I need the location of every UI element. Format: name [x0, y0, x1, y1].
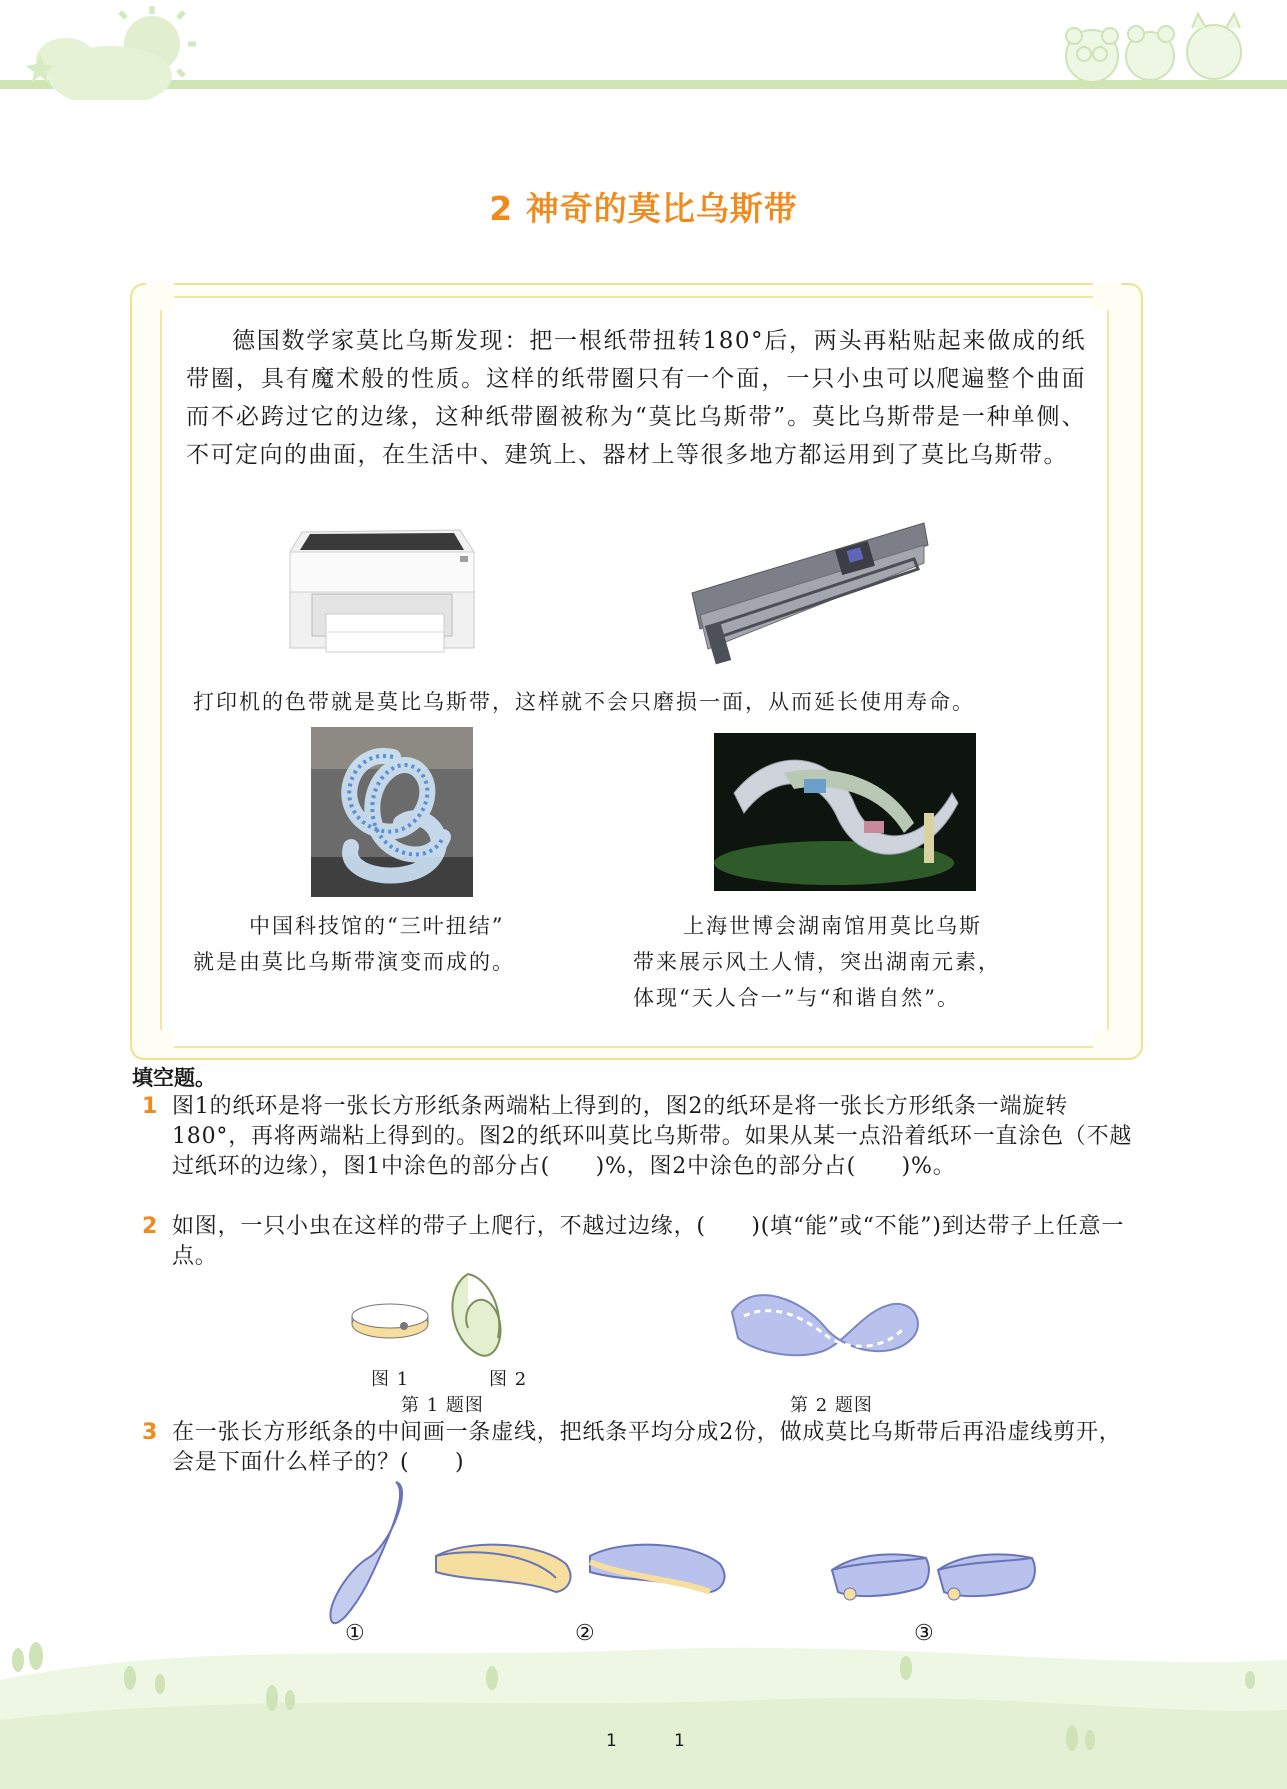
mobius-ant-figure [724, 1282, 924, 1380]
exercise-heading: 填空题。 [132, 1066, 216, 1090]
expo-caption-line3: 体现“天人合一”与“和谐自然”。 [633, 986, 960, 1010]
question-number: 2 [142, 1214, 159, 1239]
q1-figure-caption: 第 1 题图 [401, 1395, 484, 1416]
printer-photo [284, 522, 480, 668]
question-number: 3 [142, 1420, 159, 1445]
header-decoration [0, 0, 1287, 100]
frame-corner [146, 1030, 174, 1058]
knot-caption-line2: 就是由莫比乌斯带演变而成的。 [193, 950, 515, 974]
paper-ring-figure [352, 1304, 428, 1338]
question-text: 如图，一只小虫在这样的带子上爬行，不越过边缘，( )(填“能”或“不能”)到达带子上任意一点。 [172, 1214, 1125, 1269]
frame-corner [1093, 282, 1121, 310]
question-3 [142, 1418, 1142, 1478]
knot-caption [193, 908, 573, 980]
q2-figure-caption: 第 2 题图 [790, 1395, 873, 1416]
frame-corner [1093, 1030, 1121, 1058]
page-number-right: 1 [674, 1731, 685, 1751]
footer-landscape [0, 1620, 1287, 1789]
ribbon-cartridge-photo [688, 519, 934, 669]
page-number-left: 1 [606, 1731, 617, 1751]
printer-caption: 打印机的色带就是莫比乌斯带，这样就不会只磨损一面，从而延长使用寿命。 [193, 690, 975, 714]
intro-paragraph [186, 322, 1086, 474]
option-2-label: ② [575, 1621, 595, 1646]
option-3-label: ③ [914, 1621, 934, 1646]
option-2-figure [430, 1538, 730, 1618]
mobius-strip-figure [452, 1274, 500, 1356]
figure-1-and-2 [348, 1268, 548, 1368]
frame-corner [146, 282, 174, 310]
intro-text: 德国数学家莫比乌斯发现：把一根纸带扭转180°后，两头再粘贴起来做成的纸带圈，具有魔术般的性质。这样的纸带圈只有一个面，一只小虫可以爬遍整个曲面而不必跨过它的边缘，这种纸带圈被称为“莫比乌斯带”。莫比乌斯带是一种单侧、不可定向的曲面，在生活中、建筑上、器材上等很多地方都运用到了莫比乌斯带。 [186, 328, 1086, 468]
question-1 [142, 1092, 1142, 1182]
expo-caption [633, 908, 1073, 1016]
knot-caption-line1: 中国科技馆的“三叶扭结” [249, 914, 505, 938]
fig1-label: 图 1 [371, 1369, 410, 1390]
expo-caption-line2: 带来展示风土人情，突出湖南元素， [633, 950, 1001, 974]
expo-pavilion-photo [714, 733, 976, 891]
question-number: 1 [142, 1094, 159, 1119]
question-text: 在一张长方形纸条的中间画一条虚线，把纸条平均分成2份，做成莫比乌斯带后再沿虚线剪开，会是下面什么样子的？( ) [172, 1420, 1122, 1475]
trefoil-knot-photo [311, 727, 473, 897]
expo-caption-line1: 上海世博会湖南馆用莫比乌斯 [683, 914, 982, 938]
cartoon-animals-icon [1066, 14, 1241, 82]
lesson-title: 2 神奇的莫比乌斯带 [489, 189, 798, 228]
option-1-figure [318, 1478, 418, 1628]
question-2 [142, 1212, 1142, 1272]
question-text: 图1的纸环是将一张长方形纸条两端粘上得到的，图2的纸环是将一张长方形纸条一端旋转180°，再将两端粘上得到的。图2的纸环叫莫比乌斯带。如果从某一点沿着纸环一直涂色（不越过纸环的边缘），图1中涂色的部分占( )%，图2中涂色的部分占( )%。 [172, 1094, 1133, 1179]
option-3-figure [828, 1540, 1040, 1610]
option-1-label: ① [345, 1621, 365, 1646]
fig2-label: 图 2 [489, 1369, 528, 1390]
